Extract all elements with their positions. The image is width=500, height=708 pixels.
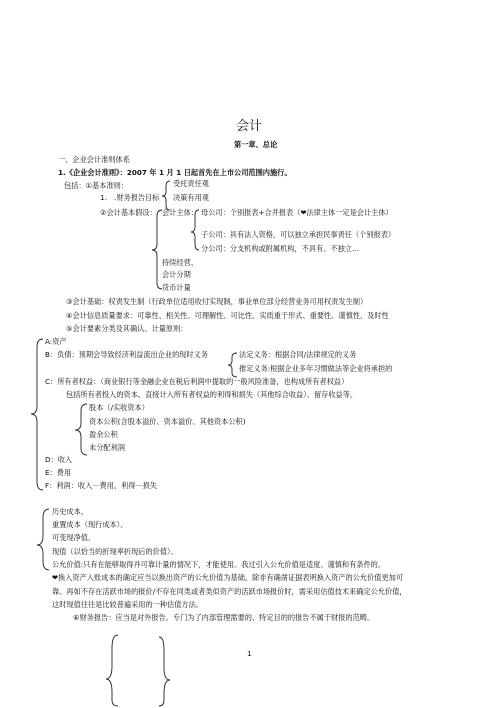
page-number: 1 [247,649,252,658]
objective-b: 决策有用观 [173,193,209,202]
element-d: D：收入 [45,455,73,464]
brace-objective [162,181,170,210]
brace-measurement [37,509,49,570]
heart-note-2: 靠。再如不存在活跃市场的报价/不存在同类或者类似资产的活跃市场报价时，需采用估值技术来确定公允价值， [52,587,407,596]
legal-obligation: 法定义务：根据合同/法律规定的义务 [239,350,357,359]
equity-surplus: 盈余公积 [89,430,118,439]
objective-label: 1. .财务报告目标 [100,193,160,202]
assumption-label: ②会计基本假设： [100,208,157,217]
element-f: F：利润：收入－费用，利得－损失 [45,481,157,490]
financial-report: ⑥财务报告：应当是对外报告。专门为了内部管理需要的、特定目的的报告不属于财报的范畴。 [73,613,375,622]
going-concern: 持续经营、 [162,258,198,267]
brace-bottom-left [106,635,118,706]
objective-a: 受托责任观 [173,179,209,188]
branch: 分公司：分支机构或附属机构，不具有、不独立… [201,244,360,253]
element-b: B：负债：预期会导致经济利益流出企业的现时义务 [45,350,209,359]
equity-capital: 股本（/实收资本） [89,403,149,412]
replacement-cost: 重置成本（现行成本）、 [52,520,128,529]
include-label: 包括：①基本准则： [64,181,128,190]
equity-includes: 包括所有者投入的资本、直接计入所有者权益的利得和损失（其他综合收益）、留存收益等。 [66,390,358,399]
entity-label: 会计主体： [162,208,198,217]
section-heading: 一、企业会计准则体系 [58,155,130,164]
item-1: 1.《企业会计准则》：2007 年 1 月 1 日起首先在上市公司范围内施行。 [58,168,292,177]
element-a: A:资产 [45,337,67,346]
heart-note-3: 这时现值往往是比较普遍采用的一种估值方法。 [52,600,203,609]
net-realizable-value: 可变现净值、 [52,533,96,542]
heart-note-1: ❤换入资产入账成本的确定应当以换出资产的公允价值为基础，除非有确凿证据表明换入资产的公允价值更加可 [52,573,404,582]
constructive-obligation: 推定义务:根据企业多年习惯做法等企业将承担的 [239,364,393,373]
historical-cost: 历史成本、 [52,507,88,516]
present-value: 现值（以恰当的折现率折现后的价值）、 [52,547,178,556]
element-c: C：所有者权益：（商业银行等金融企业在税后利润中提取的一般风险准备，也构成所有者权益） [45,377,349,386]
brace-equity [75,404,87,455]
chapter-heading: 第一章、总论 [234,140,278,149]
subsidiary: 子公司：具有法人资格，可以独立承担民事责任（个别报表） [201,230,396,239]
equity-capital-reserve: 资本公积(含股本溢价、资本溢价、其他资本公积) [89,417,246,426]
parent-company: 母公司：个别报表+合并报表（❤法律主体一定是会计主体） [201,208,393,217]
brace-assumptions [152,210,162,289]
equity-undistributed: 未分配利润 [89,443,125,452]
quality-requirements: ④会计信息质量要求：可靠性、相关性、可理解性、可比性、实质重于形式、重要性、谨慎性、及时性 [66,311,389,320]
element-e: E：费用 [45,468,72,477]
monetary-measure: 货币计量 [162,283,191,292]
brace-elements [31,339,43,490]
page-title: 会计 [236,119,263,134]
fair-value: 公允价值:只有在能够取得并可靠计量的情况下，才能使用。我过引入公允价值是适度、谨慎和有条件的。 [52,560,386,569]
brace-obligation [228,353,237,377]
accounting-basis: ③会计基础：权责发生制（行政单位适用收付实现制，事业单位部分经营业务可用权责发生制） [66,297,368,306]
accounting-periods: 会计分期 [162,270,191,279]
elements-heading: ⑤会计要素分类及其确认、计量原则： [66,324,188,333]
brace-bottom-right [159,637,170,706]
